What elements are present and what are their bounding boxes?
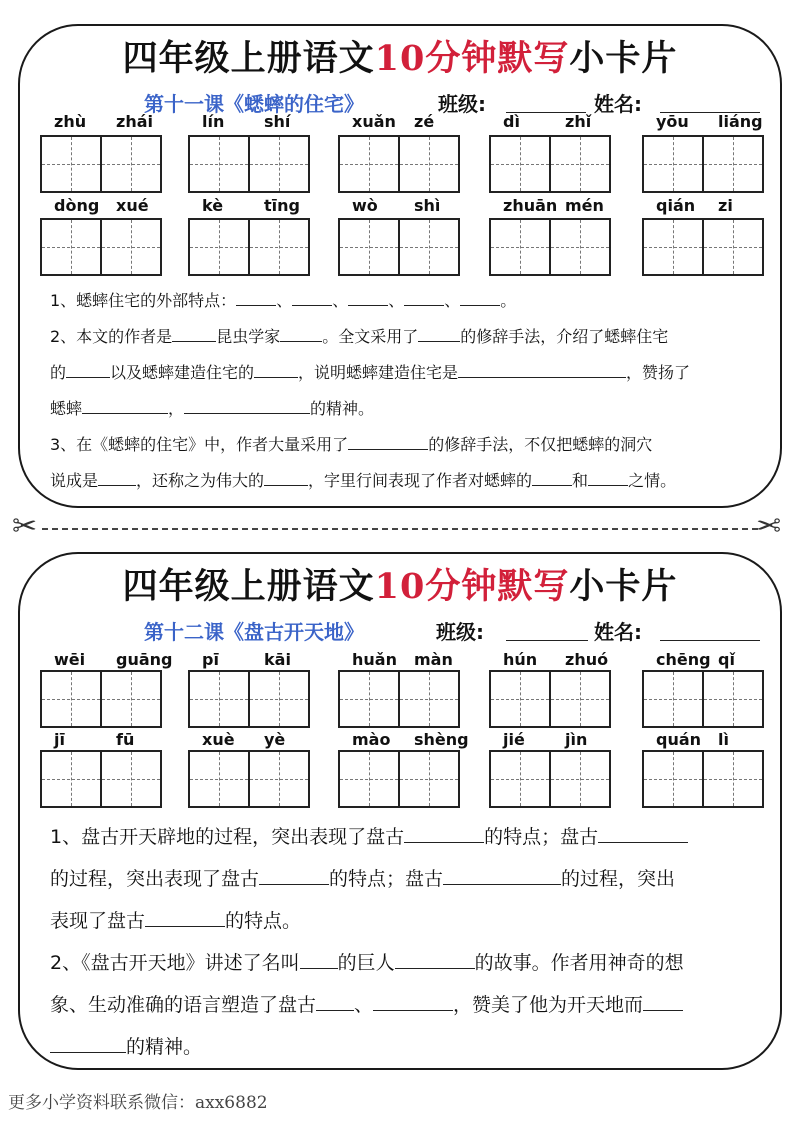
pinyin-label: fū [116, 730, 135, 749]
pinyin-label: zhǐ [565, 112, 592, 131]
answer-blank[interactable] [643, 991, 683, 1011]
question-text: 的精神。 [310, 399, 375, 418]
writing-grid[interactable] [642, 218, 764, 276]
question-text: 、 [388, 291, 405, 310]
guide-line-vertical [580, 672, 581, 726]
answer-blank[interactable] [598, 823, 688, 843]
guide-line-vertical [673, 672, 674, 726]
tianzige-cell[interactable] [551, 220, 609, 274]
tianzige-cell[interactable] [190, 672, 250, 726]
pinyin-label: guāng [116, 650, 173, 669]
title-part-c: 小卡片 [569, 566, 678, 607]
question-line [50, 948, 684, 975]
question-text: 。全文采用了 [322, 327, 419, 346]
guide-line-vertical [131, 137, 132, 191]
pinyin-label: yōu [656, 112, 689, 131]
question-text: 蟋蟀 [50, 399, 83, 418]
tianzige-cell[interactable] [704, 220, 762, 274]
question-text: 的巨人 [337, 952, 395, 974]
writing-grid[interactable] [338, 135, 460, 193]
card-title [20, 562, 780, 612]
pinyin-label: xuǎn [352, 112, 396, 131]
question-text: 的 [50, 363, 67, 382]
question-line [50, 432, 652, 455]
answer-blank[interactable] [264, 469, 308, 486]
writing-grid[interactable] [338, 670, 460, 728]
pinyin-label: lín [202, 112, 225, 131]
guide-line-vertical [733, 672, 734, 726]
guide-line-vertical [429, 752, 430, 806]
question-line [50, 324, 668, 347]
guide-line-vertical [219, 752, 220, 806]
lesson-title: 第十一课《蟋蟀的住宅》 [144, 92, 364, 116]
guide-line-vertical [131, 752, 132, 806]
answer-blank[interactable] [66, 361, 110, 378]
pinyin-label: mào [352, 730, 391, 749]
guide-line-vertical [369, 752, 370, 806]
answer-blank[interactable] [184, 397, 310, 414]
writing-grid[interactable] [188, 218, 310, 276]
dictation-card-lesson-11 [18, 24, 782, 508]
question-text: 以及蟋蟀建造住宅的 [110, 363, 255, 382]
question-text: 的故事。作者用神奇的想 [474, 952, 684, 974]
tianzige-cell[interactable] [491, 220, 551, 274]
card-title [20, 34, 780, 84]
pinyin-label: màn [414, 650, 453, 669]
question-text: 1、盘古开天辟地的过程，突出表现了盘古 [50, 826, 405, 848]
writing-grid[interactable] [489, 135, 611, 193]
writing-grid[interactable] [338, 218, 460, 276]
question-text: ，还称之为伟大的 [136, 471, 265, 490]
question-text: 3、在《蟋蟀的住宅》中，作者大量采用了 [50, 435, 349, 454]
question-text: 1、蟋蟀住宅的外部特点： [50, 291, 237, 310]
guide-line-vertical [71, 137, 72, 191]
pinyin-label: hún [503, 650, 538, 669]
name-label: 姓名: [594, 620, 642, 644]
guide-line-vertical [733, 752, 734, 806]
pinyin-label: wēi [54, 650, 86, 669]
answer-blank[interactable] [292, 289, 332, 306]
question-text: 说成是 [50, 471, 99, 490]
answer-blank[interactable] [82, 397, 168, 414]
guide-line-vertical [673, 220, 674, 274]
guide-line-vertical [71, 220, 72, 274]
pinyin-label: qián [656, 196, 696, 215]
question-line [50, 990, 683, 1017]
question-line [50, 864, 675, 891]
tianzige-cell[interactable] [340, 137, 400, 191]
name-field[interactable] [660, 616, 760, 641]
name-field[interactable] [660, 88, 760, 113]
question-line [50, 288, 516, 311]
writing-grid[interactable] [489, 218, 611, 276]
tianzige-cell[interactable] [644, 672, 704, 726]
tianzige-cell[interactable] [340, 220, 400, 274]
pinyin-label: mén [565, 196, 604, 215]
answer-blank[interactable] [460, 289, 500, 306]
question-text: 2、本文的作者是 [50, 327, 173, 346]
guide-line-vertical [279, 752, 280, 806]
question-text: ， [168, 399, 185, 418]
guide-line-vertical [279, 220, 280, 274]
writing-grid[interactable] [642, 135, 764, 193]
scissors-icon: ✂ [12, 509, 38, 544]
pinyin-label: zhuó [565, 650, 609, 669]
pinyin-label: dì [503, 112, 520, 131]
question-text: 的精神。 [126, 1036, 203, 1058]
title-part-highlight: 10分钟默写 [374, 566, 570, 607]
guide-line-vertical [673, 752, 674, 806]
pinyin-label: xuè [202, 730, 235, 749]
scissors-icon: ✂ [756, 509, 782, 544]
answer-blank[interactable] [280, 325, 322, 342]
question-text: 和 [572, 471, 589, 490]
guide-line-vertical [429, 220, 430, 274]
tianzige-cell[interactable] [42, 752, 102, 806]
tianzige-cell[interactable] [250, 137, 308, 191]
question-text: ，字里行间表现了作者对蟋蟀的 [308, 471, 533, 490]
question-line [50, 906, 301, 933]
answer-blank[interactable] [254, 361, 298, 378]
tianzige-cell[interactable] [190, 137, 250, 191]
answer-blank[interactable] [316, 991, 354, 1011]
tianzige-cell[interactable] [400, 752, 458, 806]
guide-line-vertical [429, 672, 430, 726]
question-line [50, 1032, 202, 1059]
answer-blank[interactable] [348, 289, 388, 306]
pinyin-label: liáng [718, 112, 763, 131]
question-text: 。 [500, 291, 517, 310]
answer-blank[interactable] [145, 907, 225, 927]
question-text: 表现了盘古 [50, 910, 146, 932]
lesson-header [20, 616, 780, 650]
answer-blank[interactable] [300, 949, 338, 969]
question-text: 、 [354, 994, 374, 1016]
pinyin-label: jìn [565, 730, 588, 749]
tianzige-cell[interactable] [491, 752, 551, 806]
question-text: 象、生动准确的语言塑造了盘古 [50, 994, 317, 1016]
pinyin-label: kāi [264, 650, 291, 669]
class-label: 班级: [438, 92, 486, 116]
guide-line-vertical [429, 137, 430, 191]
pinyin-label: qǐ [718, 650, 735, 669]
tianzige-cell[interactable] [102, 752, 160, 806]
tianzige-cell[interactable] [551, 137, 609, 191]
answer-blank[interactable] [172, 325, 216, 342]
answer-blank[interactable] [458, 361, 626, 378]
question-text: 昆虫学家 [216, 327, 281, 346]
question-text: 的特点。 [225, 910, 302, 932]
tianzige-cell[interactable] [704, 137, 762, 191]
guide-line-vertical [673, 137, 674, 191]
pinyin-label: kè [202, 196, 224, 215]
guide-line-vertical [219, 672, 220, 726]
class-label: 班级: [436, 620, 484, 644]
pinyin-label: zé [414, 112, 435, 131]
guide-line-vertical [520, 220, 521, 274]
question-line [50, 468, 676, 491]
pinyin-label: shèng [414, 730, 469, 749]
guide-line-vertical [131, 672, 132, 726]
title-part-a: 四年级上册语文 [122, 38, 375, 79]
writing-grid[interactable] [338, 750, 460, 808]
guide-line-vertical [520, 752, 521, 806]
tianzige-cell[interactable] [250, 672, 308, 726]
answer-blank[interactable] [236, 289, 276, 306]
tianzige-cell[interactable] [340, 752, 400, 806]
guide-line-vertical [580, 220, 581, 274]
pinyin-label: yè [264, 730, 286, 749]
pinyin-label: huǎn [352, 650, 397, 669]
question-text: ，赞扬了 [626, 363, 691, 382]
answer-blank[interactable] [395, 949, 475, 969]
answer-blank[interactable] [588, 469, 628, 486]
question-text: 、 [332, 291, 349, 310]
pinyin-label: zhái [116, 112, 153, 131]
answer-blank[interactable] [259, 865, 329, 885]
tianzige-cell[interactable] [340, 672, 400, 726]
class-field[interactable] [506, 88, 586, 113]
guide-line-vertical [279, 672, 280, 726]
tianzige-cell[interactable] [102, 220, 160, 274]
pinyin-label: shì [414, 196, 441, 215]
tianzige-cell[interactable] [491, 137, 551, 191]
question-text: 的修辞手法，不仅把蟋蟀的洞穴 [428, 435, 653, 454]
title-part-highlight: 10分钟默写 [374, 38, 570, 79]
writing-grid[interactable] [40, 218, 162, 276]
question-text: 2、《盘古开天地》讲述了名叫 [50, 952, 300, 974]
pinyin-label: dòng [54, 196, 100, 215]
question-text: 的过程，突出 [561, 868, 676, 890]
writing-grid[interactable] [489, 750, 611, 808]
pinyin-label: pī [202, 650, 219, 669]
answer-blank[interactable] [418, 325, 460, 342]
question-text: 、 [276, 291, 293, 310]
answer-blank[interactable] [532, 469, 572, 486]
guide-line-vertical [219, 137, 220, 191]
tianzige-cell[interactable] [644, 752, 704, 806]
answer-blank[interactable] [443, 865, 561, 885]
tianzige-cell[interactable] [644, 137, 704, 191]
tianzige-cell[interactable] [190, 752, 250, 806]
guide-line-vertical [369, 672, 370, 726]
guide-line-vertical [131, 220, 132, 274]
lesson-title: 第十二课《盘古开天地》 [144, 620, 364, 644]
tianzige-cell[interactable] [102, 672, 160, 726]
tianzige-cell[interactable] [551, 672, 609, 726]
guide-line-vertical [71, 672, 72, 726]
tianzige-cell[interactable] [250, 220, 308, 274]
pinyin-label: zi [718, 196, 733, 215]
answer-blank[interactable] [373, 991, 453, 1011]
tianzige-cell[interactable] [400, 137, 458, 191]
pinyin-label: shí [264, 112, 291, 131]
writing-grid[interactable] [40, 670, 162, 728]
answer-blank[interactable] [348, 433, 428, 450]
writing-grid[interactable] [188, 135, 310, 193]
pinyin-label: lì [718, 730, 729, 749]
name-label: 姓名: [594, 92, 642, 116]
question-line [50, 822, 688, 849]
pinyin-label: zhù [54, 112, 87, 131]
footer-note: 更多小学资料联系微信：axx6882 [8, 1093, 268, 1113]
tianzige-cell[interactable] [42, 672, 102, 726]
writing-grid[interactable] [188, 750, 310, 808]
guide-line-vertical [520, 137, 521, 191]
question-text: 之情。 [628, 471, 677, 490]
pinyin-label: wò [352, 196, 378, 215]
pinyin-label: jié [503, 730, 525, 749]
pinyin-label: tīng [264, 196, 300, 215]
cut-line [42, 528, 758, 530]
class-field[interactable] [506, 616, 588, 641]
tianzige-cell[interactable] [42, 137, 102, 191]
answer-blank[interactable] [50, 1033, 126, 1053]
tianzige-cell[interactable] [42, 220, 102, 274]
writing-grid[interactable] [642, 750, 764, 808]
guide-line-vertical [71, 752, 72, 806]
tianzige-cell[interactable] [250, 752, 308, 806]
question-text: 的特点；盘古 [329, 868, 444, 890]
guide-line-vertical [369, 220, 370, 274]
writing-grid[interactable] [489, 670, 611, 728]
tianzige-cell[interactable] [704, 752, 762, 806]
tianzige-cell[interactable] [102, 137, 160, 191]
writing-grid[interactable] [642, 670, 764, 728]
question-text: 、 [444, 291, 461, 310]
question-text: ，说明蟋蟀建造住宅是 [298, 363, 459, 382]
pinyin-label: jī [54, 730, 65, 749]
writing-grid[interactable] [40, 135, 162, 193]
tianzige-cell[interactable] [491, 672, 551, 726]
guide-line-vertical [520, 672, 521, 726]
question-line [50, 360, 690, 383]
pinyin-label: zhuān [503, 196, 558, 215]
tianzige-cell[interactable] [400, 220, 458, 274]
guide-line-vertical [580, 137, 581, 191]
guide-line-vertical [733, 220, 734, 274]
dictation-card-lesson-12 [18, 552, 782, 1070]
title-part-a: 四年级上册语文 [122, 566, 375, 607]
guide-line-vertical [580, 752, 581, 806]
question-text: 的修辞手法，介绍了蟋蟀住宅 [460, 327, 669, 346]
pinyin-label: chēng [656, 650, 711, 669]
tianzige-cell[interactable] [704, 672, 762, 726]
tianzige-cell[interactable] [190, 220, 250, 274]
guide-line-vertical [279, 137, 280, 191]
answer-blank[interactable] [404, 823, 484, 843]
pinyin-label: quán [656, 730, 702, 749]
guide-line-vertical [219, 220, 220, 274]
tianzige-cell[interactable] [400, 672, 458, 726]
answer-blank[interactable] [98, 469, 136, 486]
writing-grid[interactable] [188, 670, 310, 728]
title-part-c: 小卡片 [569, 38, 678, 79]
question-text: 的过程，突出表现了盘古 [50, 868, 260, 890]
pinyin-label: xué [116, 196, 149, 215]
question-text: 的特点；盘古 [484, 826, 599, 848]
tianzige-cell[interactable] [644, 220, 704, 274]
guide-line-vertical [733, 137, 734, 191]
question-text: ，赞美了他为开天地而 [453, 994, 644, 1016]
question-line [50, 396, 374, 419]
writing-grid[interactable] [40, 750, 162, 808]
tianzige-cell[interactable] [551, 752, 609, 806]
guide-line-vertical [369, 137, 370, 191]
answer-blank[interactable] [404, 289, 444, 306]
